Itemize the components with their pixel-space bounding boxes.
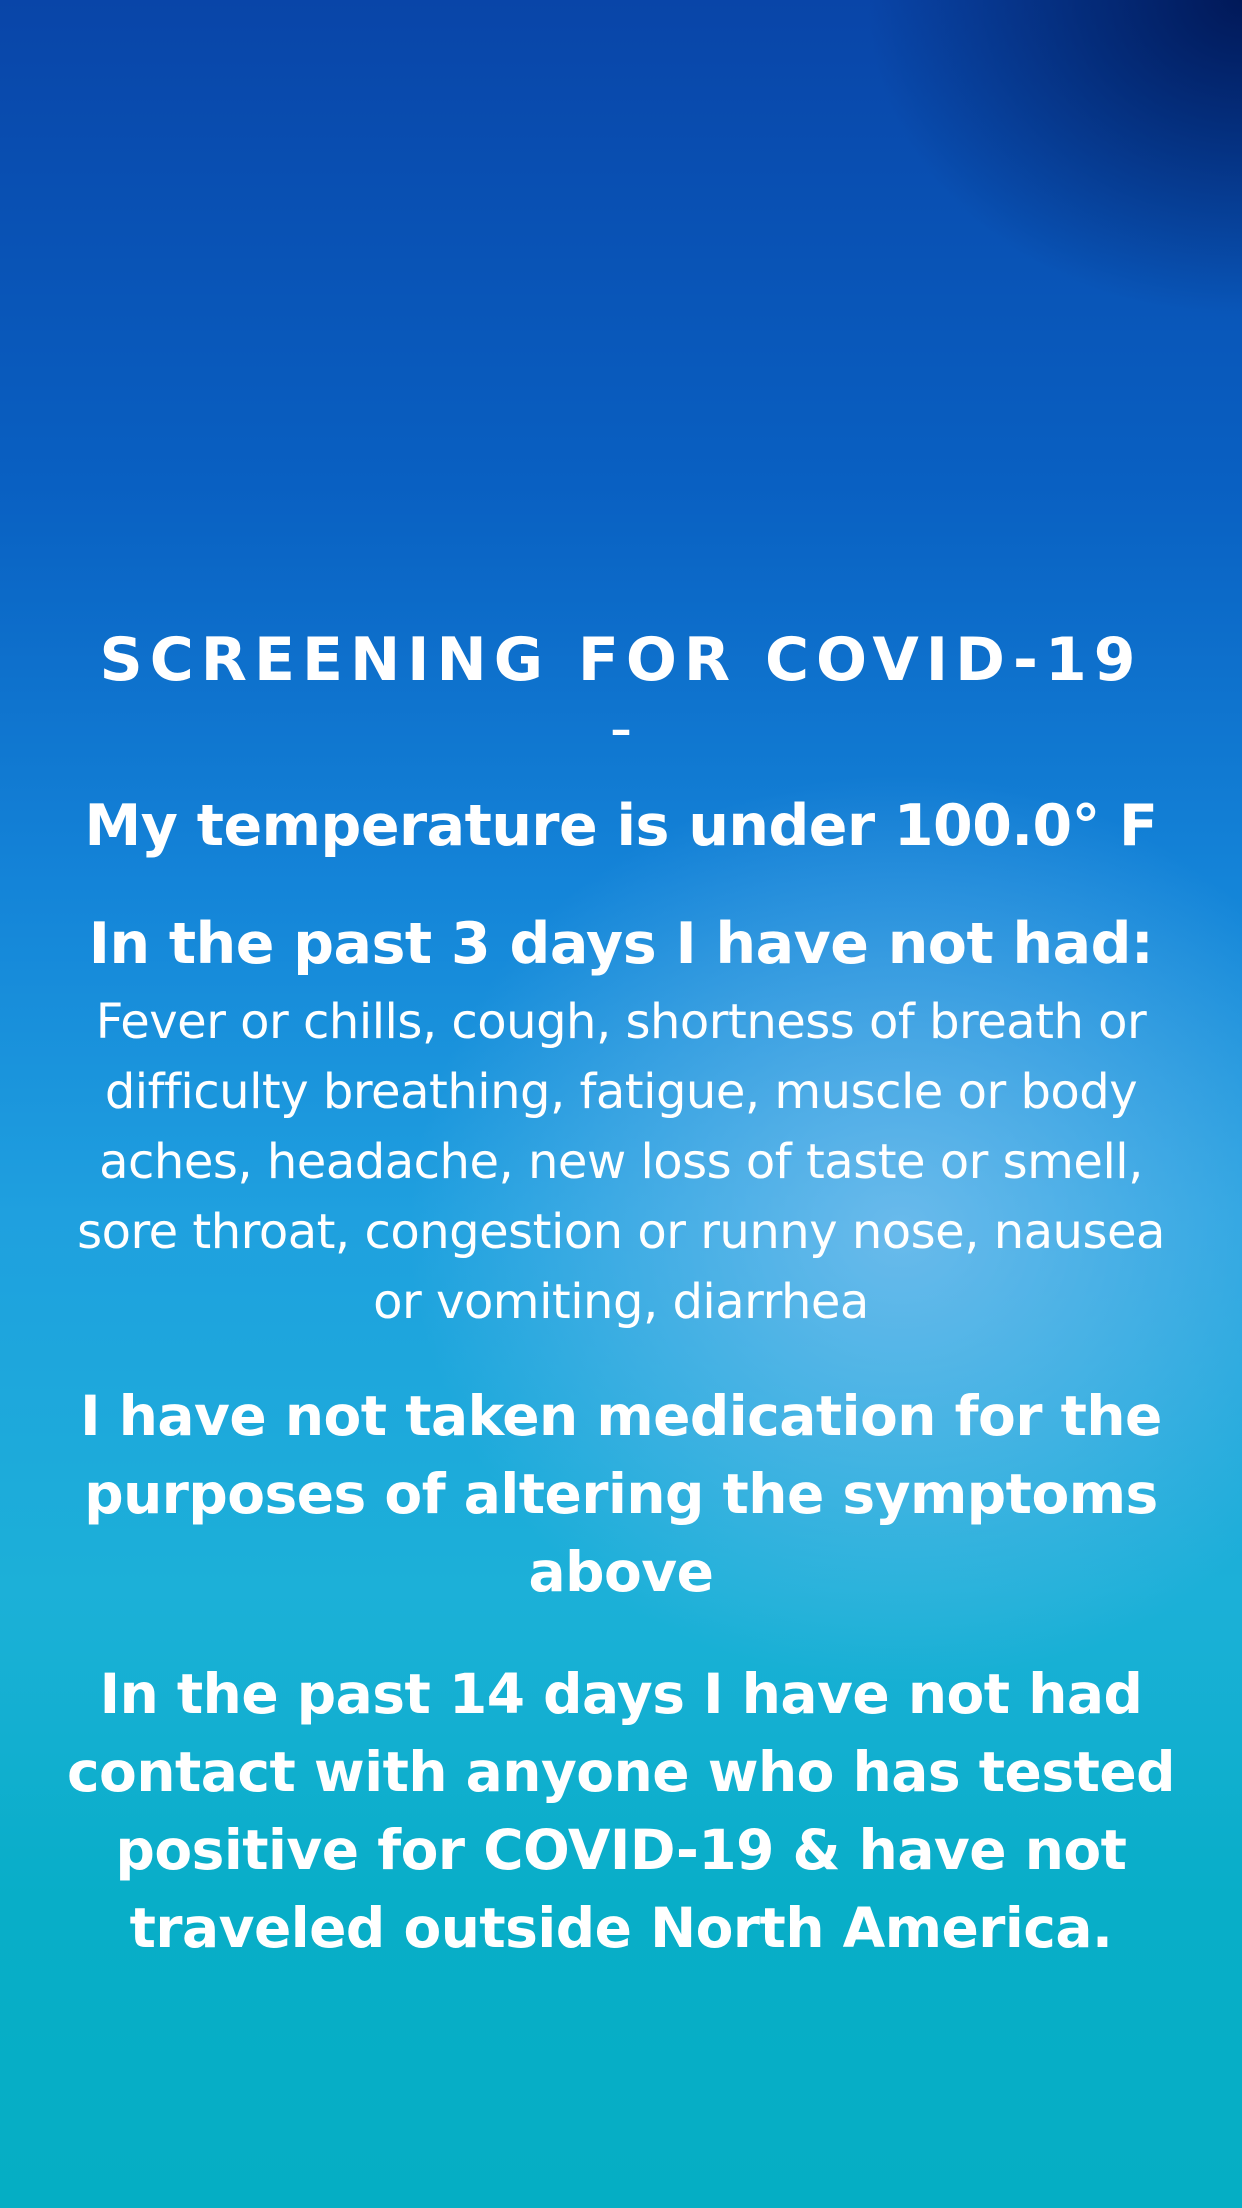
title-divider: – [610,705,632,754]
symptoms-list: Fever or chills, cough, shortness of breath or difficulty breathing, fatigue, muscle or body aches, headache, new loss of taste or smell, sore throat, congestion or runny nose, nausea or vomiting, diarrhea [77,994,1165,1330]
screening-content [40,615,1202,1967]
contact-statement: In the past 14 days I have not had contact with anyone who has tested positive for COVID-19 & have not traveled outside North America. [66,1662,1176,1960]
screening-title: SCREENING FOR COVID-19 [99,625,1143,695]
symptoms-heading: In the past 3 days I have not had: [88,911,1154,977]
temperature-statement: My temperature is under 100.0° F [84,793,1158,859]
medication-statement: I have not taken medication for the purposes of altering the symptoms above [80,1384,1162,1604]
